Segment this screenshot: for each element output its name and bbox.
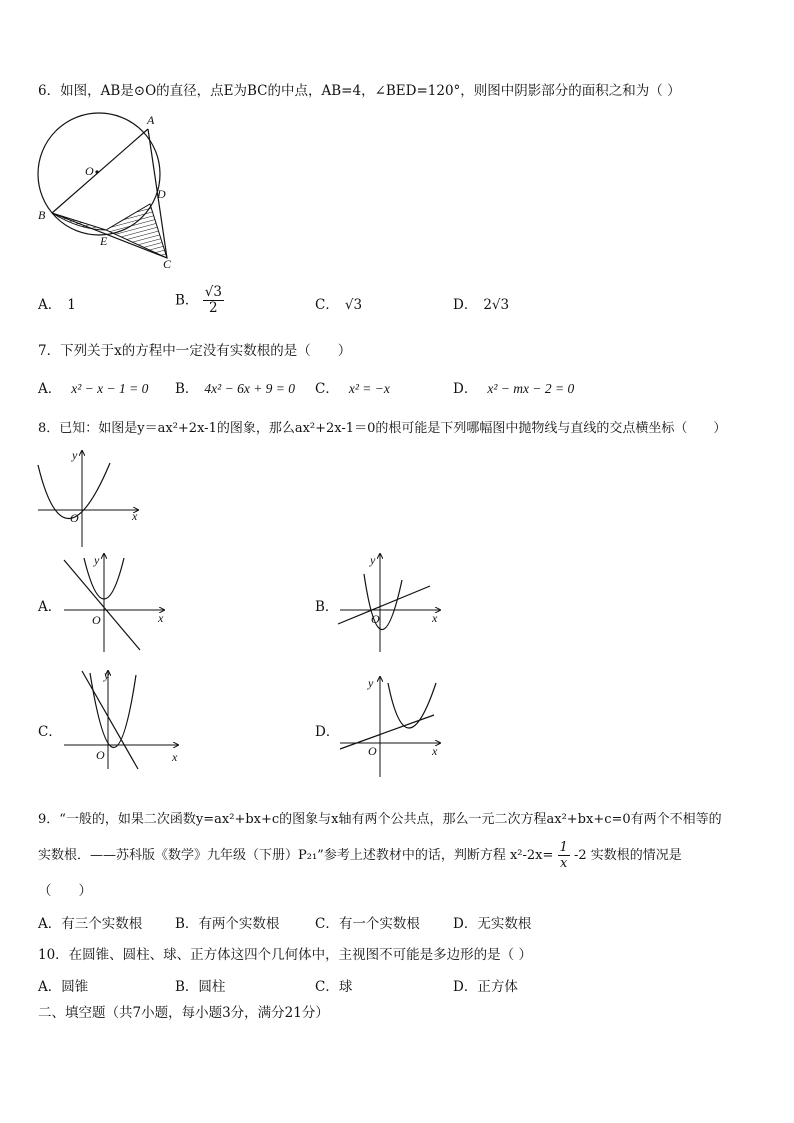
- q6-option-d[interactable]: [453, 296, 509, 314]
- q9-option-a[interactable]: A．有三个实数根: [38, 916, 143, 932]
- q8-option-c-y-label: y: [104, 668, 110, 682]
- q6-option-d-value: 2√3: [483, 297, 510, 313]
- q6-figure: [30, 112, 190, 272]
- q7-option-a[interactable]: [38, 380, 148, 398]
- q8-given-origin: O: [70, 511, 79, 525]
- q6-option-a[interactable]: [38, 296, 76, 314]
- q9-fraction: [558, 840, 570, 871]
- q7-option-c[interactable]: [315, 380, 390, 398]
- q7-option-c-value: x² = −x: [348, 381, 390, 396]
- q8-given-x-label: x: [132, 509, 138, 523]
- q9-line1: 9．“一般的，如果二次函数y=ax²+bx+c的图象与x轴有两个公共点，那么一元二次方程ax²+bx+c=0有两个不相等的: [38, 812, 722, 827]
- q9-option-d[interactable]: D．无实数根: [453, 916, 532, 932]
- q6-option-b[interactable]: [175, 285, 224, 316]
- q9-option-c[interactable]: C．有一个实数根: [315, 916, 420, 932]
- q7-option-b[interactable]: [175, 380, 295, 398]
- q8-option-d-graph[interactable]: [336, 673, 446, 778]
- q8-option-b-y-label: y: [370, 553, 376, 567]
- q6-shade-right: [106, 204, 167, 258]
- q6-diameter-ab: [52, 129, 148, 213]
- section2-title: 二、填空题（共7小题，每小题3分，满分21分）: [38, 1005, 329, 1021]
- q6-option-b-label: B．: [175, 292, 199, 309]
- q6-option-a-label: A．: [38, 297, 62, 313]
- q10-option-a[interactable]: A．圆锥: [38, 979, 89, 995]
- q8-option-b-label[interactable]: B．: [315, 599, 339, 615]
- q7-option-d-label: D．: [453, 381, 478, 397]
- q9-option-b[interactable]: B．有两个实数根: [175, 916, 280, 932]
- q7-stem: 7．下列关于x的方程中一定没有实数根的是（ ）: [38, 343, 352, 359]
- q9-fraction-denominator: x: [560, 856, 568, 871]
- q10-option-c[interactable]: C．球: [315, 979, 353, 995]
- q10-stem: 10．在圆锥、圆柱、球、正方体这四个几何体中，主视图不可能是多边形的是（ ）: [38, 947, 532, 963]
- q7-option-a-label: A．: [38, 381, 62, 397]
- q8-option-a-x-label: x: [158, 611, 164, 625]
- q9-fraction-numerator: 1: [559, 840, 568, 855]
- q8-option-d-origin: O: [368, 744, 377, 758]
- q6-label-e: E: [100, 234, 108, 248]
- q6-option-b-numerator: √3: [204, 284, 222, 300]
- q8-stem: 8．已知：如图是y＝ax²+2x-1的图象，那么ax²+2x-1＝0的根可能是下列哪幅图中抛物线与直线的交点横坐标（ ）: [38, 421, 727, 436]
- q7-option-a-value: x² − x − 1 = 0: [71, 381, 149, 396]
- q6-center-dot: [95, 170, 98, 173]
- q6-label-b: B: [38, 208, 46, 222]
- q6-option-c-label: C．: [315, 297, 339, 313]
- q8-option-c-label[interactable]: C．: [38, 724, 62, 740]
- q8-option-d-x-label: x: [432, 744, 438, 758]
- q6-option-c-value: √3: [344, 297, 363, 313]
- q10-option-b[interactable]: B．圆柱: [175, 979, 226, 995]
- q9-line2-post: -2 实数根的情况是: [573, 848, 682, 863]
- q9-line3: （ ）: [38, 883, 92, 899]
- q6-option-a-value: 1: [67, 297, 76, 313]
- q8-option-c-origin: O: [96, 748, 105, 762]
- q8-option-a-graph[interactable]: [60, 550, 175, 655]
- q7-option-d-value: x² − mx − 2 = 0: [487, 381, 575, 396]
- q7-option-b-value: 4x² − 6x + 9 = 0: [204, 381, 296, 396]
- q8-option-a-origin: O: [92, 613, 101, 627]
- q6-option-b-fraction: [203, 285, 224, 316]
- q6-option-d-label: D．: [453, 297, 478, 313]
- q6-label-a: A: [147, 113, 155, 127]
- q8-option-d-y-label: y: [368, 676, 374, 690]
- q8-option-c-x-label: x: [172, 750, 178, 764]
- q6-label-c: C: [163, 257, 172, 271]
- q8-option-b-x-label: x: [432, 611, 438, 625]
- q8-option-b-origin: O: [371, 612, 380, 626]
- q9-line2-pre: 实数根．——苏科版《数学》九年级（下册）P₂₁”参考上述教材中的话，判断方程 x²-2x=: [38, 848, 554, 863]
- q8-given-graph: [34, 445, 154, 550]
- q8-option-a-label[interactable]: A．: [38, 599, 62, 615]
- q6-option-b-denominator: 2: [209, 300, 218, 316]
- q6-label-o: O: [85, 164, 94, 178]
- q9-line2: [38, 840, 682, 871]
- q8-option-b-graph[interactable]: [336, 550, 446, 655]
- q7-option-d[interactable]: [453, 380, 574, 398]
- q8-option-a-y-label: y: [94, 553, 100, 567]
- q8-option-c-graph[interactable]: [60, 665, 185, 770]
- q7-option-b-label: B．: [175, 381, 199, 397]
- q6-option-c[interactable]: [315, 296, 362, 314]
- q6-stem: 6．如图，AB是⊙O的直径，点E为BC的中点，AB=4，∠BED=120°，则图中阴影部分的面积之和为（ ）: [38, 83, 681, 99]
- q8-given-y-label: y: [72, 448, 78, 462]
- q10-option-d[interactable]: D．正方体: [453, 979, 518, 995]
- q8-option-d-label[interactable]: D．: [315, 724, 340, 740]
- q7-option-c-label: C．: [315, 381, 339, 397]
- q6-label-d: D: [157, 187, 166, 201]
